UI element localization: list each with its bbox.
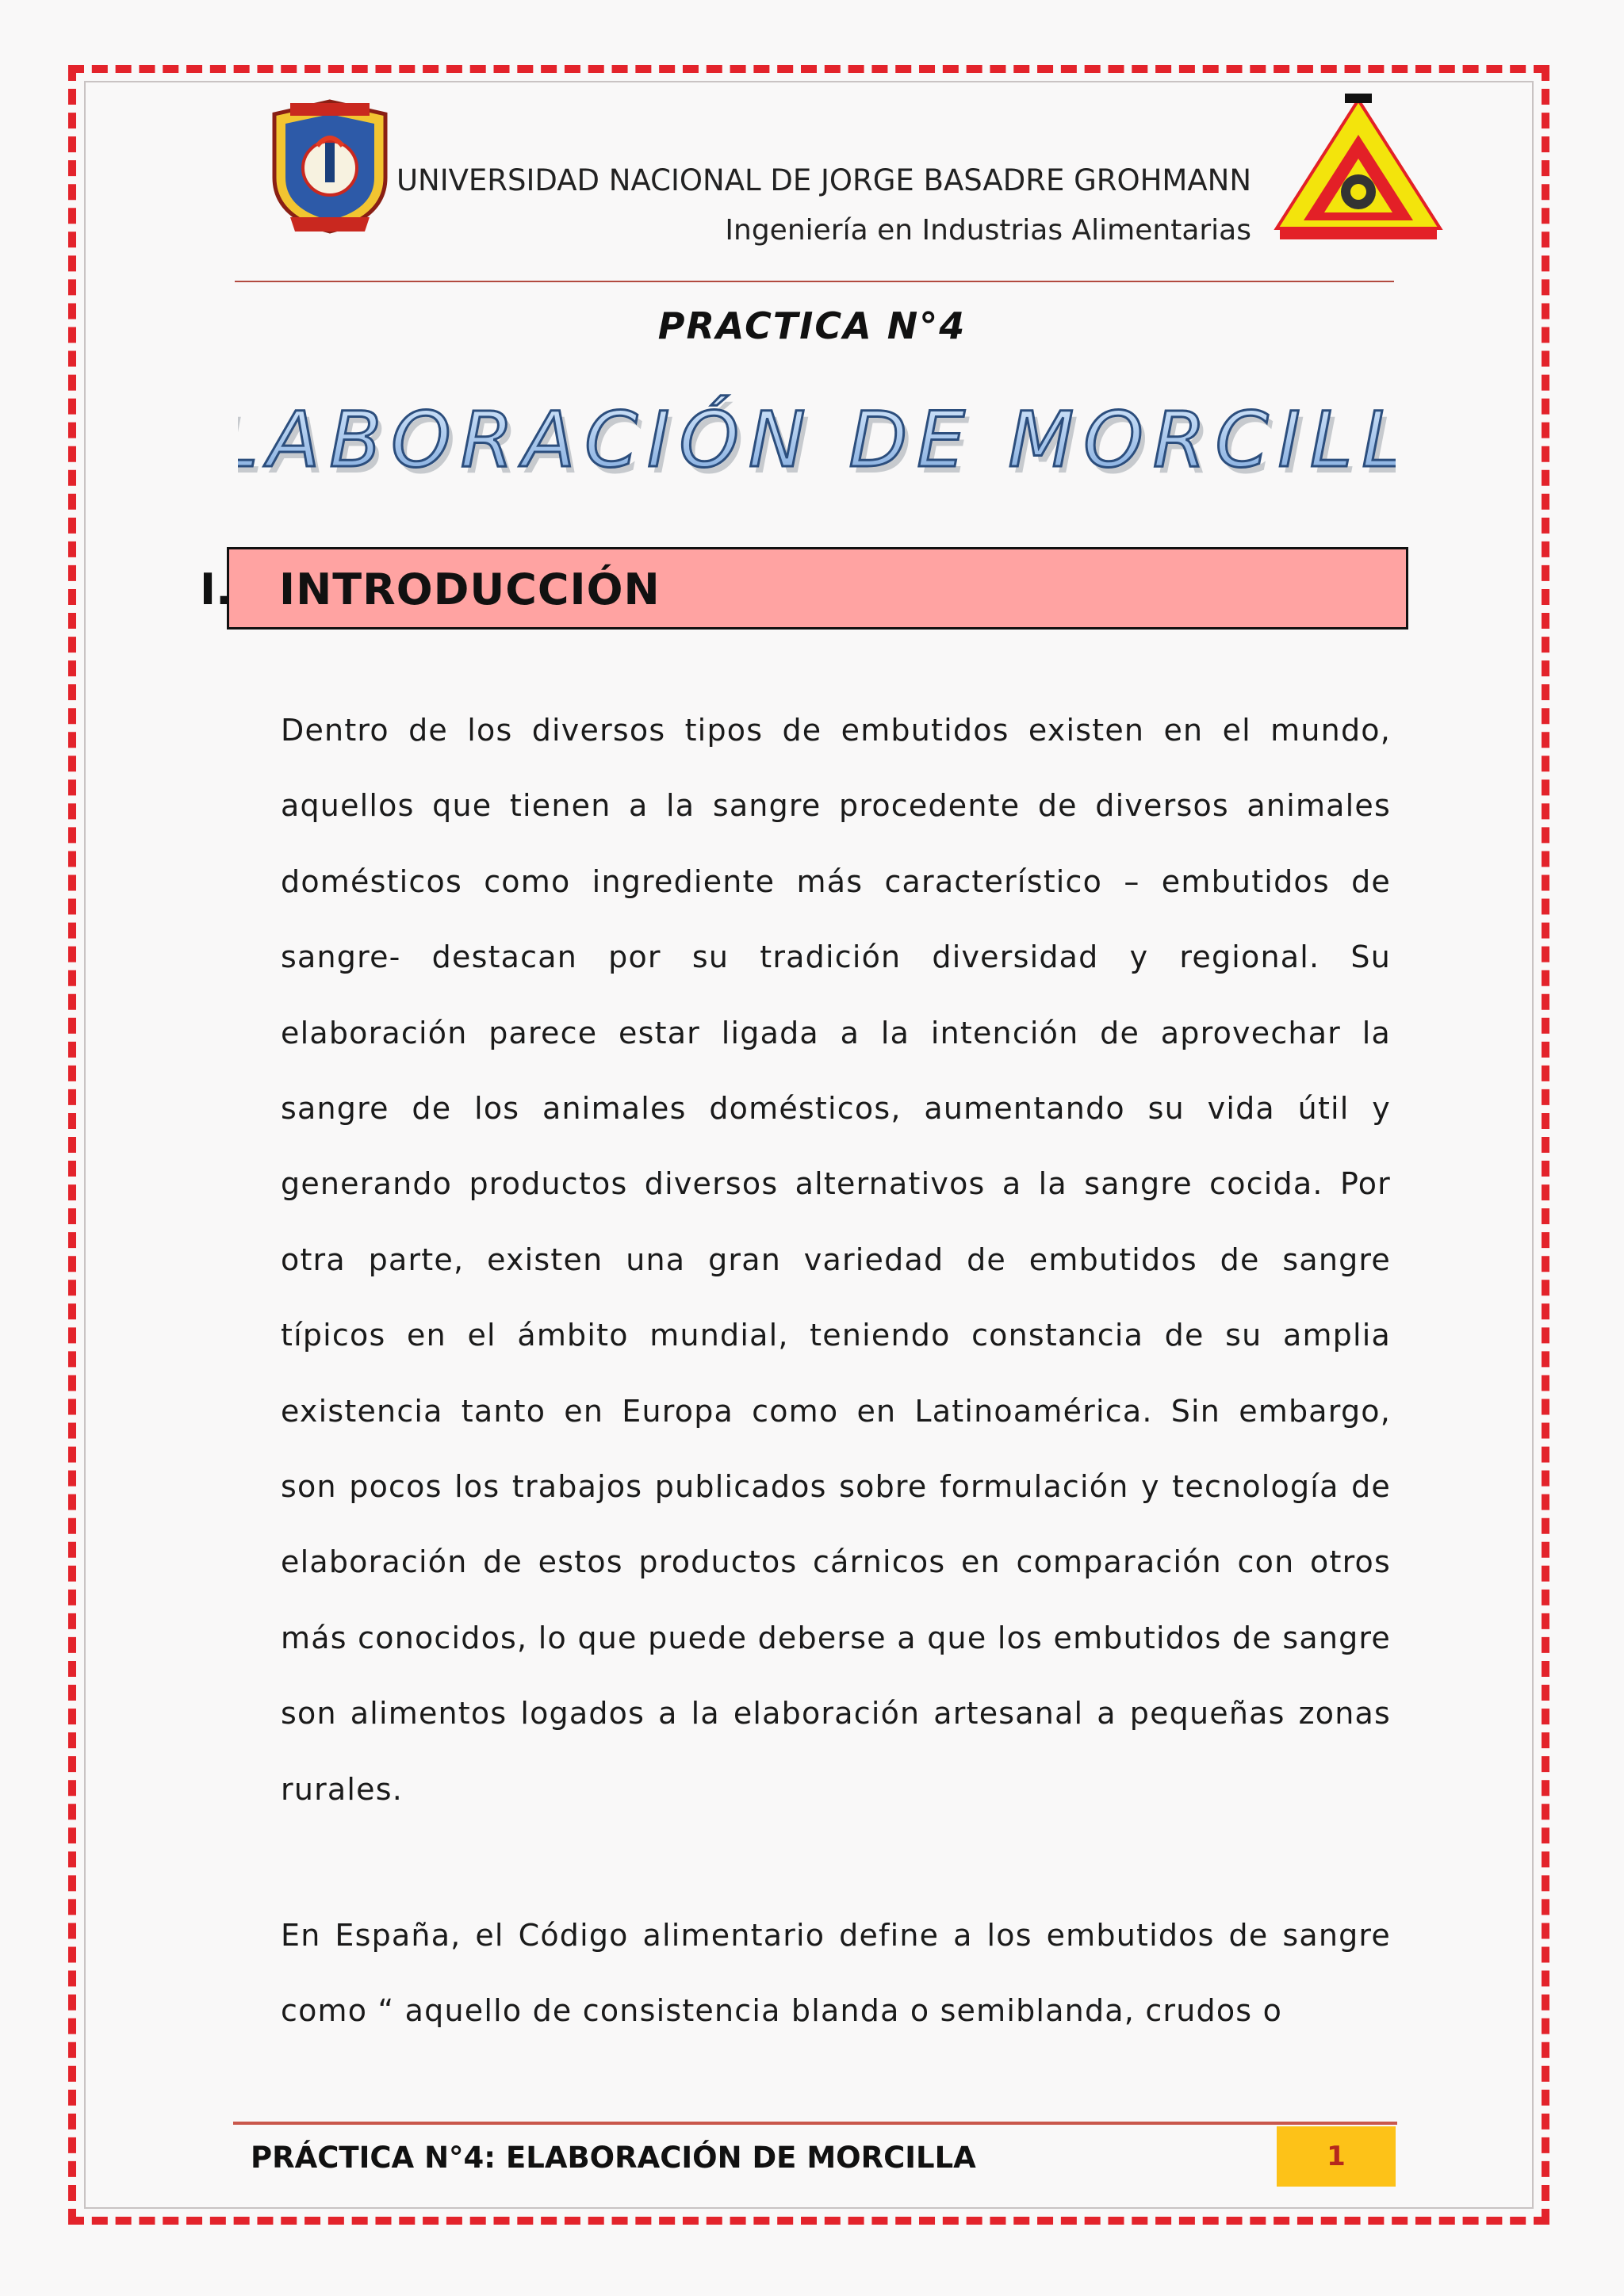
footer-divider <box>233 2122 1397 2125</box>
header-divider <box>235 281 1394 282</box>
main-title-container <box>238 387 1396 490</box>
main-title: ABORACIÓN DE MORCIL <box>267 396 1362 484</box>
header-faculty: Ingeniería en Industrias Alimentarias <box>725 214 1251 247</box>
university-seal-logo <box>266 98 393 235</box>
section-title: INTRODUCCIÓN <box>279 564 661 614</box>
page-number-box <box>1277 2126 1396 2187</box>
intro-paragraph: Dentro de los diversos tipos de embutidos existen en el mundo, aquellos que tienen a la sangre procedente de diversos animales domésticos como ingrediente más característico – embutidos de sangre- destacan por su tradición diversidad y regional. Su elaboración parece estar ligada a la intención de aprovechar la sangre de los animales domésticos, aumentando su vida útil y generando productos diversos alternativos a la sangre cocida. Por otra parte, existen una gran variedad de embutidos de sangre típicos en el ámbito mundial, teniendo constancia de su amplia existencia tanto en Europa como en Latinoamérica. Sin embargo, son pocos los trabajos publicados sobre formulación y tecnología de elaboración de estos productos cárnicos en comparación con otros más conocidos, lo que puede deberse a que los embutidos de sangre son alimentos logados a la elaboración artesanal a pequeñas zonas rurales. <box>281 713 1391 1807</box>
main-title-graphic <box>238 387 1396 490</box>
page-number: 1 <box>1327 2141 1346 2172</box>
header-university: UNIVERSIDAD NACIONAL DE JORGE BASADRE GROHMANN <box>396 163 1251 197</box>
intro-paragraph-2: En España, el Código alimentario define a los embutidos de sangre como “ aquello de consistencia blanda o semiblanda, crudos o <box>281 1918 1391 2029</box>
main-title-shadow: ABORACIÓN DE MORCIL <box>272 402 1367 490</box>
section-number: I. <box>200 564 232 614</box>
footer-title: PRÁCTICA N°4: ELABORACIÓN DE MORCILLA <box>251 2141 976 2175</box>
faculty-logo <box>1272 94 1445 241</box>
practice-label: PRACTICA N°4 <box>657 304 967 347</box>
